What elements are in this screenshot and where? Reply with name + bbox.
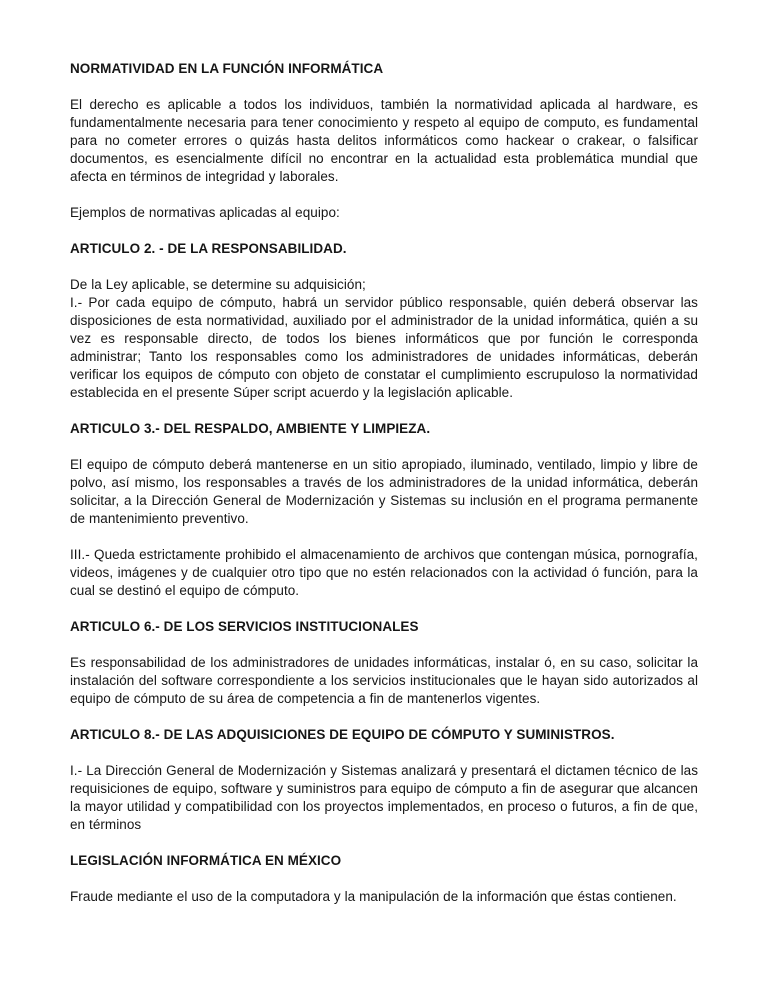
spacer bbox=[70, 438, 698, 456]
articulo-6-body: Es responsabilidad de los administradores de unidades informáticas, instalar ó, en su caso, solicitar la instalación del software correspondiente a los servicios institucionales que le hayan sido autorizados al equipo de cómputo de su área de competencia a fin de mantenerlos vigentes. bbox=[70, 655, 698, 706]
spacer bbox=[70, 600, 698, 618]
spacer bbox=[70, 402, 698, 420]
articulo-2-lead-line: De la Ley aplicable, se determine su adquisición; bbox=[70, 277, 366, 292]
spacer bbox=[70, 528, 698, 546]
document-body bbox=[70, 60, 698, 906]
articulo-3-clause-3: III.- Queda estrictamente prohibido el almacenamiento de archivos que contengan música, pornografía, videos, imágenes y de cualquier otro tipo que no estén relacionados con la actividad ó función, para la cual se destinó el equipo de cómputo. bbox=[70, 547, 698, 598]
articulo-2-body: I.- Por cada equipo de cómputo, habrá un servidor público responsable, quién deberá observar las disposiciones de esta normatividad, auxiliado por el administrador de la unidad informática, quién a su vez es responsable directo, de todos los bienes informáticos que por función le corresponda administrar; Tanto los responsables como los administradores de unidades informáticas, deberán verificar los equipos de cómputo con objeto de constatar el cumplimiento escrupuloso la normatividad establecida en el presente Súper script acuerdo y la legislación aplicable. bbox=[70, 295, 698, 400]
spacer bbox=[70, 870, 698, 888]
heading-articulo-6: ARTICULO 6.- DE LOS SERVICIOS INSTITUCIONALES bbox=[70, 619, 419, 634]
spacer bbox=[70, 636, 698, 654]
examples-line: Ejemplos de normativas aplicadas al equipo: bbox=[70, 205, 340, 220]
intro-paragraph: El derecho es aplicable a todos los individuos, también la normatividad aplicada al hardware, es fundamentalmente necesaria para tener conocimiento y respeto al equipo de computo, es fundamental para no cometer errores o quizás hasta delitos informáticos como hackear o crakear, o falsificar documentos, es esencialmente difícil no encontrar en la actualidad esta problemática mundial que afecta en términos de integridad y laborales. bbox=[70, 97, 698, 184]
articulo-8-body: I.- La Dirección General de Modernización y Sistemas analizará y presentará el dictamen técnico de las requisiciones de equipo, software y suministros para equipo de cómputo a fin de asegurar que alcancen la mayor utilidad y compatibilidad con los proyectos implementados, en proceso o futuros, a fin de que, en términos bbox=[70, 763, 698, 832]
heading-articulo-8: ARTICULO 8.- DE LAS ADQUISICIONES DE EQUIPO DE CÓMPUTO Y SUMINISTROS. bbox=[70, 727, 615, 742]
heading-articulo-3: ARTICULO 3.- DEL RESPALDO, AMBIENTE Y LIMPIEZA. bbox=[70, 421, 431, 436]
spacer bbox=[70, 78, 698, 96]
spacer bbox=[70, 744, 698, 762]
spacer bbox=[70, 258, 698, 276]
heading-articulo-2: ARTICULO 2. - DE LA RESPONSABILIDAD. bbox=[70, 241, 347, 256]
spacer bbox=[70, 708, 698, 726]
spacer bbox=[70, 222, 698, 240]
spacer bbox=[70, 186, 698, 204]
articulo-3-body: El equipo de cómputo deberá mantenerse en un sitio apropiado, iluminado, ventilado, limpio y libre de polvo, así mismo, los responsables a través de los administradores de la unidad informática, deberán solicitar, a la Dirección General de Modernización y Sistemas su inclusión en el programa permanente de mantenimiento preventivo. bbox=[70, 457, 698, 526]
heading-legislacion: LEGISLACIÓN INFORMÁTICA EN MÉXICO bbox=[70, 853, 342, 868]
document-title: NORMATIVIDAD EN LA FUNCIÓN INFORMÁTICA bbox=[70, 61, 384, 76]
legislacion-body: Fraude mediante el uso de la computadora y la manipulación de la información que éstas contienen. bbox=[70, 889, 677, 904]
spacer bbox=[70, 834, 698, 852]
